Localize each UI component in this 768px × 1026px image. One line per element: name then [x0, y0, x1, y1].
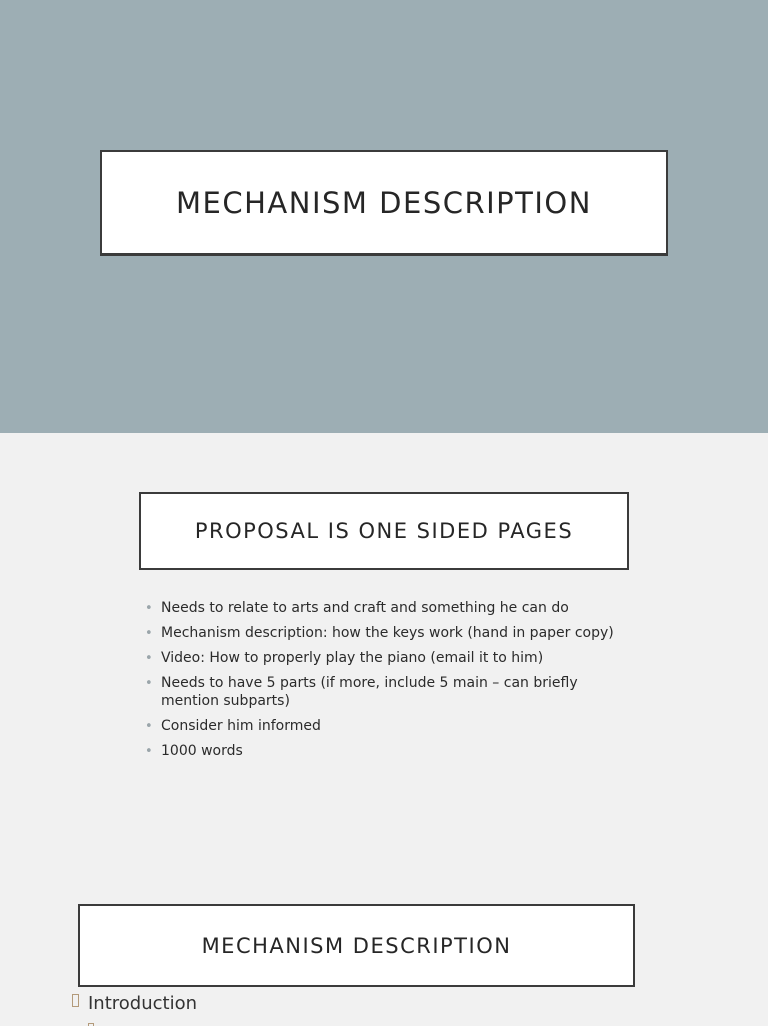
bullet-dot-icon: •	[145, 651, 153, 666]
bullet-item	[145, 625, 615, 643]
slide-3-title: MECHANISM DESCRIPTION	[78, 904, 635, 987]
bullet-text: Needs to have 5 parts (if more, include 5 main – can briefly mention subparts)	[161, 675, 578, 709]
slide-2-bullet-list	[145, 600, 615, 768]
bullet-item	[145, 718, 615, 736]
bullet-item	[145, 675, 615, 710]
square-bullet-icon	[72, 994, 79, 1007]
slide-3-sub-item-cutoff	[88, 1018, 578, 1026]
bullet-item	[145, 650, 615, 668]
bullet-item	[145, 743, 615, 761]
slide-1	[0, 0, 768, 433]
bullet-dot-icon: •	[145, 601, 153, 616]
slide-3-item-text: Introduction	[88, 993, 198, 1014]
bullet-dot-icon: •	[145, 626, 153, 641]
slide-1-title: MECHANISM DESCRIPTION	[100, 150, 668, 256]
bullet-item	[145, 600, 615, 618]
slide-3-list-item	[72, 993, 197, 1014]
bullet-text: Video: How to properly play the piano (email it to him)	[161, 650, 544, 666]
slide-2-title: PROPOSAL IS ONE SIDED PAGES	[139, 492, 629, 570]
bullet-text: 1000 words	[161, 742, 243, 759]
bullet-dot-icon: •	[145, 718, 153, 734]
bullet-dot-icon: •	[145, 676, 153, 691]
bullet-text: Needs to relate to arts and craft and something he can do	[161, 600, 569, 616]
bullet-text: Consider him informed	[161, 717, 321, 734]
bullet-text: Mechanism description: how the keys work (hand in paper copy)	[161, 625, 614, 641]
bullet-dot-icon: •	[145, 743, 153, 759]
